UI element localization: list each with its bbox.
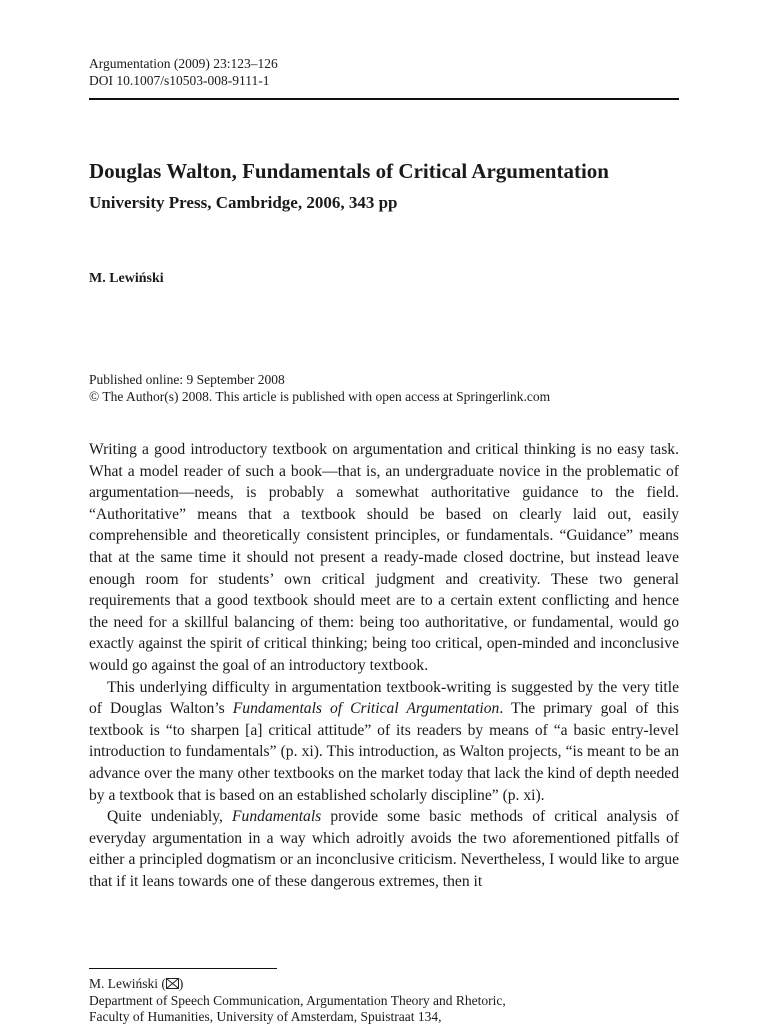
published-online: Published online: 9 September 2008 xyxy=(89,372,285,387)
journal-doi: DOI 10.1007/s10503-008-9111-1 xyxy=(89,73,270,88)
article-body xyxy=(89,439,679,892)
body-paragraph-3 xyxy=(89,806,679,892)
body-paragraph-1: Writing a good introductory textbook on argumentation and critical thinking is no easy task. What a model reader of such a book—that is, an undergraduate novice in the problematic of argumentation—needs, is probably a somewhat authoritative guidance to the field. “Authoritative” means that a textbook should be based on clearly laid out, easily comprehensible and theoretically consistent principles, or fundamentals. “Guidance” means that at the same time it should not present a ready-made closed doctrine, but instead leave enough room for students’ own critical judgment and creativity. These two general requirements that a good textbook should meet are to a certain extent conflicting and hence the need for a skillful balancing of them: being too authoritative, or fundamental, would go exactly against the spirit of critical thinking; being too critical, open-minded and inconclusive would go against the goal of an introductory textbook. xyxy=(89,441,679,674)
paragraph-3-text-a: Quite undeniably, xyxy=(107,808,233,826)
paragraph-2-text-b: . The primary goal of this textbook is “to sharpen [a] critical attitude” of its readers by means of “a basic entry-level introduction to fundamentals” (p. xi). This introduction, as Walton projects, “is meant to be an advance over the many other textbooks on the market today that lack the kind of depth needed by a textbook that is based on an established scholarly discipline” (p. xi). xyxy=(89,700,679,804)
footnote-author-line xyxy=(89,976,679,993)
footnote-author: M. Lewiński ( xyxy=(89,976,166,991)
footnote-author-close: ) xyxy=(178,976,184,991)
envelope-icon xyxy=(166,978,179,989)
article-author: M. Lewiński xyxy=(89,271,164,286)
paragraph-2-text-a: This underlying difficulty in argumentation textbook-writing is suggested by the very title of Douglas Walton’s xyxy=(89,678,679,718)
footnote-faculty: Faculty of Humanities, University of Amsterdam, Spuistraat 134, xyxy=(89,1009,442,1024)
header-rule xyxy=(89,98,679,100)
paper-page xyxy=(89,0,679,1024)
footnote-rule xyxy=(89,968,277,969)
author-footnote xyxy=(89,976,679,1026)
paragraph-3-text-b: provide some basic methods of critical analysis of everyday argumentation in a way which adroitly avoids the two aforementioned pitfalls of either a principled dogmatism or an inconclusive criticism. Nevertheless, I would like to argue that if it leans towards one of these dangerous extremes, then it xyxy=(89,808,680,890)
journal-header xyxy=(89,55,679,89)
copyright-notice: © The Author(s) 2008. This article is published with open access at Springerlink.com xyxy=(89,388,551,404)
book-title-italic: Fundamentals of Critical Argumentation xyxy=(232,700,500,718)
article-subtitle: University Press, Cambridge, 2006, 343 pp xyxy=(89,193,398,212)
article-title: Douglas Walton, Fundamentals of Critical Argumentation xyxy=(89,159,609,183)
journal-citation: Argumentation (2009) 23:123–126 xyxy=(89,56,278,71)
fundamentals-italic: Fundamentals xyxy=(232,808,322,826)
title-block xyxy=(89,158,679,214)
publication-info xyxy=(89,372,679,405)
body-paragraph-2 xyxy=(89,677,679,807)
footnote-department: Department of Speech Communication, Argumentation Theory and Rhetoric, xyxy=(89,992,506,1008)
